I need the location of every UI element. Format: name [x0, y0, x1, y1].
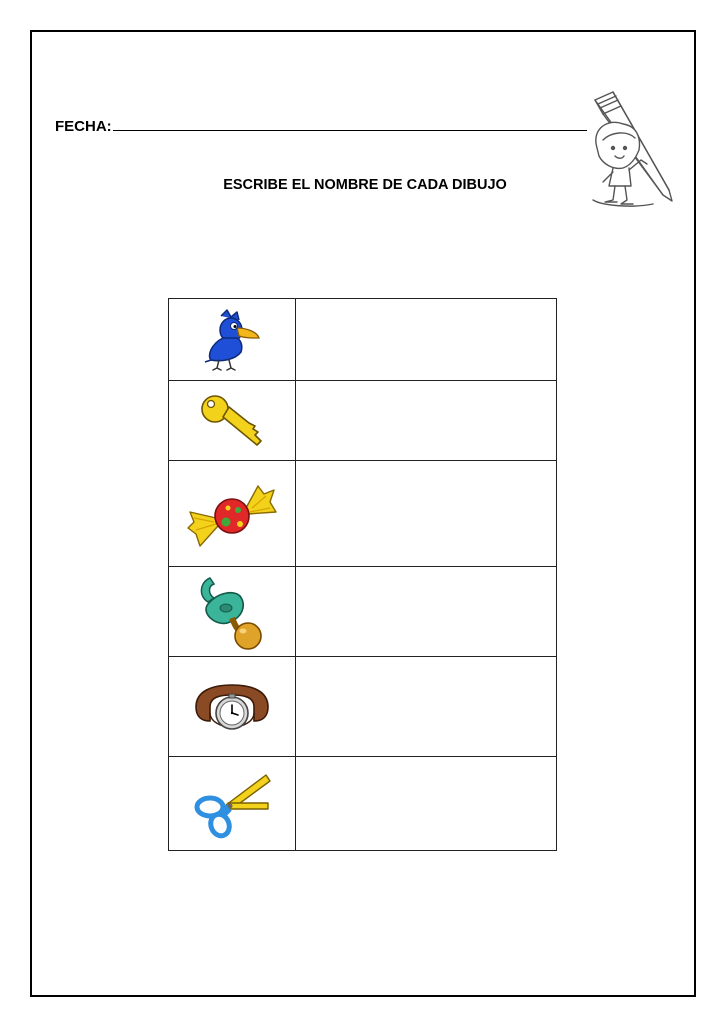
answer-cell[interactable] — [296, 461, 557, 567]
answer-cell[interactable] — [296, 381, 557, 461]
answer-cell[interactable] — [296, 657, 557, 757]
picture-cell — [169, 757, 296, 851]
table-row — [169, 567, 557, 657]
candy-icon — [186, 478, 278, 550]
picture-cell — [169, 461, 296, 567]
date-label: FECHA: — [55, 118, 112, 135]
date-write-line[interactable] — [113, 116, 587, 131]
answer-cell[interactable] — [296, 299, 557, 381]
pacifier-icon — [196, 574, 268, 650]
watch-icon — [192, 677, 272, 737]
key-icon — [199, 391, 265, 451]
answer-cell[interactable] — [296, 567, 557, 657]
answer-table — [168, 298, 557, 851]
picture-cell — [169, 299, 296, 381]
bird-icon — [201, 308, 263, 372]
picture-cell — [169, 381, 296, 461]
girl-with-pencil-icon — [583, 88, 678, 210]
worksheet-title: ESCRIBE EL NOMBRE DE CADA DIBUJO — [223, 177, 507, 193]
picture-cell — [169, 657, 296, 757]
table-row — [169, 757, 557, 851]
table-row — [169, 461, 557, 567]
date-field[interactable] — [55, 116, 587, 135]
table-row — [169, 381, 557, 461]
table-row — [169, 657, 557, 757]
picture-cell — [169, 567, 296, 657]
answer-cell[interactable] — [296, 757, 557, 851]
scissors-icon — [192, 769, 272, 839]
table-row — [169, 299, 557, 381]
